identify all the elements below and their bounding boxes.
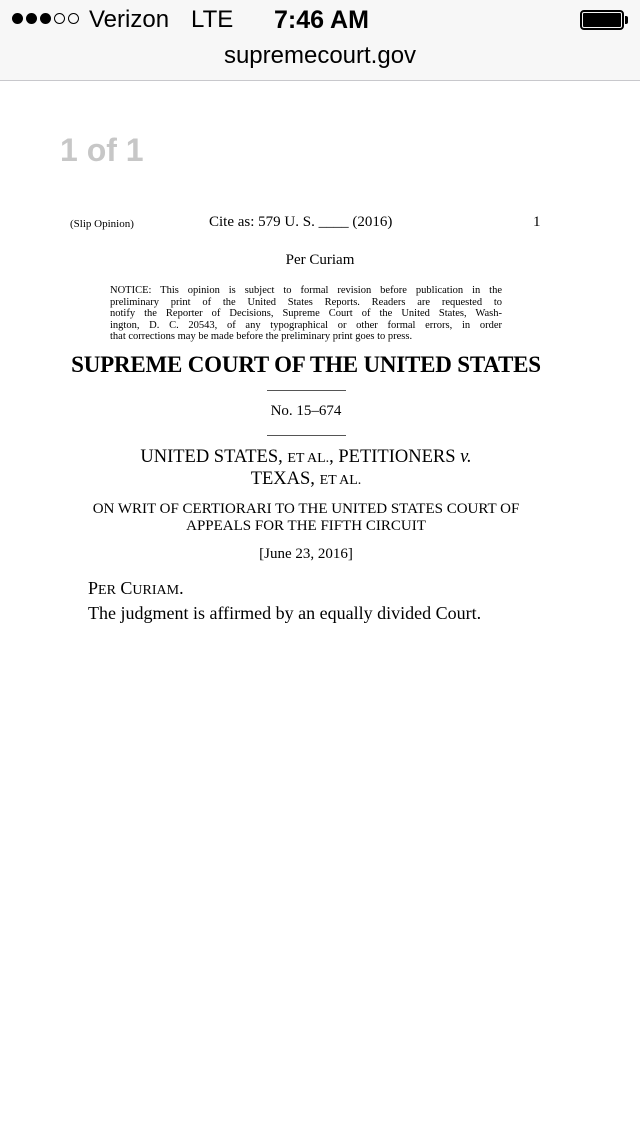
status-bar xyxy=(0,0,640,40)
party-role: , PETITIONERS xyxy=(329,447,461,467)
signal-strength-icon xyxy=(12,13,79,27)
signal-dot xyxy=(26,13,37,24)
party-et-al: ET AL. xyxy=(287,451,330,466)
party-name: TEXAS, xyxy=(250,469,320,489)
carrier-name: Verizon xyxy=(89,6,170,33)
status-time: 7:46 AM xyxy=(274,6,369,34)
notice-line: that corrections may be made before the preliminary print goes to press. xyxy=(110,331,413,342)
notice-line: ington, D. C. 20543, of any typographical or other formal errors, in order xyxy=(110,319,502,331)
party-et-al: ET AL. xyxy=(319,473,362,488)
notice-line: NOTICE: This opinion is subject to formal revision before publication in the xyxy=(110,285,502,296)
per-curiam-heading: Per Curiam xyxy=(285,252,355,268)
author-rest: URIAM xyxy=(132,583,180,598)
author-initial: P xyxy=(88,578,99,598)
court-name: SUPREME COURT OF THE UNITED STATES xyxy=(71,352,541,377)
parties-line-1 xyxy=(0,447,612,469)
author-rest: ER xyxy=(98,583,116,598)
address-bar-url[interactable]: supremecourt.gov xyxy=(223,42,417,69)
party-name: UNITED STATES, xyxy=(140,447,288,467)
signal-dot xyxy=(12,13,23,24)
decision-date: [June 23, 2016] xyxy=(259,546,353,562)
versus: v. xyxy=(460,447,472,467)
citation: Cite as: 579 U. S. ____ (2016) xyxy=(209,214,393,230)
case-parties xyxy=(0,447,612,491)
signal-dot xyxy=(68,13,79,24)
writ-statement xyxy=(0,501,612,535)
battery-icon xyxy=(580,10,624,30)
network-type: LTE xyxy=(191,6,234,33)
parties-line-2 xyxy=(0,469,612,491)
author-period: . xyxy=(179,578,184,598)
writ-line: APPEALS FOR THE FIFTH CIRCUIT xyxy=(186,518,426,534)
notice-line: preliminary print of the United States Reports. Readers are requested to xyxy=(110,296,502,308)
notice-paragraph xyxy=(110,285,502,343)
author-initial: C xyxy=(115,578,133,598)
writ-line: ON WRIT OF CERTIORARI TO THE UNITED STATES COURT OF xyxy=(92,501,520,517)
signal-dot xyxy=(54,13,65,24)
notice-line: notify the Reporter of Decisions, Supreme Court of the United States, Wash- xyxy=(110,308,502,319)
signal-dot xyxy=(40,13,51,24)
docket-number: No. 15–674 xyxy=(270,403,342,419)
page-counter: 1 of 1 xyxy=(60,132,144,168)
battery-level xyxy=(583,13,621,27)
battery-nub xyxy=(625,16,628,24)
slip-opinion-label: (Slip Opinion) xyxy=(70,218,134,230)
divider xyxy=(267,435,346,436)
opinion-author xyxy=(88,578,184,599)
browser-top-bar xyxy=(0,0,640,81)
page-number: 1 xyxy=(533,214,541,230)
divider xyxy=(267,390,346,391)
opinion-body: The judgment is affirmed by an equally divided Court. xyxy=(88,603,482,623)
